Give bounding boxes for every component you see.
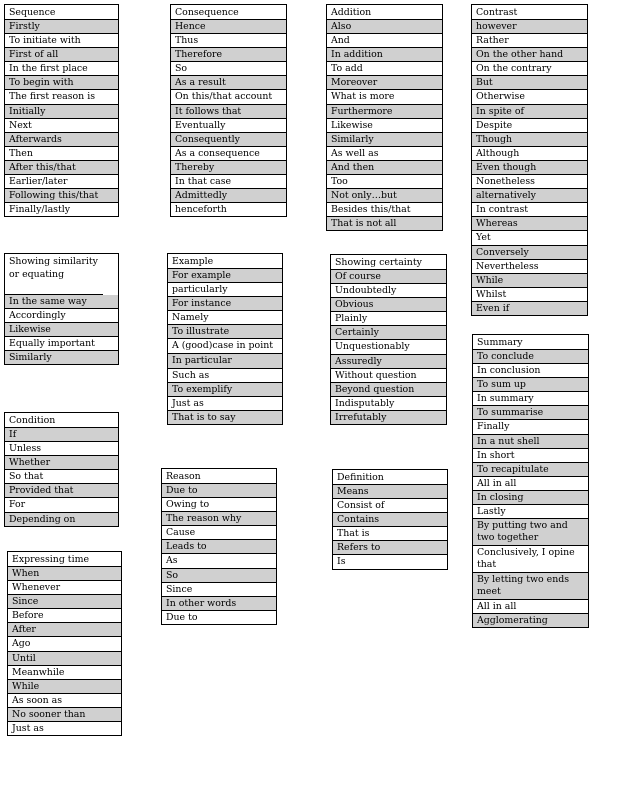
connective-item: Eventually: [171, 119, 286, 133]
connective-item: Whereas: [472, 217, 587, 231]
connective-item: Furthermore: [327, 105, 442, 119]
connective-item: Though: [472, 133, 587, 147]
connective-item: As soon as: [8, 694, 121, 708]
connective-item: In particular: [168, 354, 282, 368]
connective-item: Consist of: [333, 499, 447, 513]
connective-item: While: [8, 680, 121, 694]
connective-item: On this/that account: [171, 90, 286, 104]
connective-item: Undoubtedly: [331, 284, 446, 298]
connective-item: Consequently: [171, 133, 286, 147]
consequence-box: [170, 4, 287, 217]
addition-box: [326, 4, 443, 231]
connective-item: Certainly: [331, 326, 446, 340]
connective-item: In spite of: [472, 105, 587, 119]
connective-item: For: [5, 498, 118, 512]
connective-item: Despite: [472, 119, 587, 133]
connective-item: Meanwhile: [8, 666, 121, 680]
connective-item: Yet: [472, 231, 587, 245]
connective-item: In other words: [162, 597, 276, 611]
connective-item: Equally important: [5, 337, 118, 351]
connective-item: Ago: [8, 637, 121, 651]
connective-item: For example: [168, 269, 282, 283]
connective-item: Indisputably: [331, 397, 446, 411]
connective-item: Also: [327, 20, 442, 34]
connective-item: Therefore: [171, 48, 286, 62]
contrast-heading: Contrast: [472, 5, 587, 20]
connective-item: While: [472, 274, 587, 288]
connective-item: After this/that: [5, 161, 118, 175]
connective-item: Means: [333, 485, 447, 499]
connective-item: Besides this/that: [327, 203, 442, 217]
connective-item: In short: [473, 449, 588, 463]
connective-item: Similarly: [5, 351, 118, 364]
connective-item: Likewise: [5, 323, 118, 337]
example-heading: Example: [168, 254, 282, 269]
connective-item: Finally: [473, 420, 588, 434]
connective-item: As well as: [327, 147, 442, 161]
connective-item: In summary: [473, 392, 588, 406]
connective-item: Nevertheless: [472, 260, 587, 274]
connective-item: Even if: [472, 302, 587, 315]
connective-item: Beyond question: [331, 383, 446, 397]
connective-item: Conclusively, I opine that: [473, 546, 588, 573]
connective-item: Without question: [331, 369, 446, 383]
connective-item: But: [472, 76, 587, 90]
connective-item: For instance: [168, 297, 282, 311]
connective-item: Whilst: [472, 288, 587, 302]
connective-item: Leads to: [162, 540, 276, 554]
connective-item: Since: [8, 595, 121, 609]
connective-item: To illustrate: [168, 325, 282, 339]
connective-item: To summarise: [473, 406, 588, 420]
connective-item: Following this/that: [5, 189, 118, 203]
connective-item: Just as: [12, 723, 44, 735]
connective-item: Similarly: [327, 133, 442, 147]
connective-item: As: [162, 554, 276, 568]
connective-item: Of course: [331, 270, 446, 284]
connective-item: particularly: [168, 283, 282, 297]
connective-item: Although: [472, 147, 587, 161]
connective-item: After: [8, 623, 121, 637]
connective-item: To recapitulate: [473, 463, 588, 477]
connective-item: To begin with: [5, 76, 118, 90]
connective-item: No sooner than: [8, 708, 121, 722]
connective-item: So that: [5, 470, 118, 484]
connective-item: Lastly: [473, 505, 588, 519]
connective-item: To conclude: [473, 350, 588, 364]
contrast-box: [471, 4, 588, 316]
connective-item: Irrefutably: [331, 411, 446, 424]
connective-item: In addition: [327, 48, 442, 62]
definition-box: [332, 469, 448, 570]
connective-item: That is to say: [168, 411, 282, 424]
addition-heading: Addition: [327, 5, 442, 20]
connective-item: All in all: [473, 477, 588, 491]
connective-item: Likewise: [327, 119, 442, 133]
connective-item: And: [327, 34, 442, 48]
connective-item: A (good)case in point: [168, 339, 282, 354]
connective-item: Refers to: [333, 541, 447, 555]
connective-item: Otherwise: [472, 90, 587, 104]
connective-item: In that case: [171, 175, 286, 189]
connective-item: Is: [337, 556, 346, 568]
connective-item: Contains: [333, 513, 447, 527]
connective-item: Whether: [5, 456, 118, 470]
connective-item: henceforth: [175, 204, 227, 216]
connective-item: In closing: [473, 491, 588, 505]
connective-item: To add: [327, 62, 442, 76]
connective-item: alternatively: [472, 189, 587, 203]
connective-item: Afterwards: [5, 133, 118, 147]
connective-item: The first reason is: [5, 90, 118, 104]
similarity-box: [4, 253, 119, 365]
reason-heading: Reason: [162, 469, 276, 484]
sequence-heading: Sequence: [5, 5, 118, 20]
connective-item: Since: [162, 583, 276, 597]
connective-item: That is: [333, 527, 447, 541]
connective-item: In the first place: [5, 62, 118, 76]
connective-item: Due to: [162, 484, 276, 498]
connective-item: Rather: [472, 34, 587, 48]
definition-heading: Definition: [333, 470, 447, 485]
connective-item: Before: [8, 609, 121, 623]
connective-item: Just as: [168, 397, 282, 411]
connective-item: Owing to: [162, 498, 276, 512]
connective-item: Finally/lastly: [9, 204, 71, 216]
connective-item: When: [8, 567, 121, 581]
connective-item: It follows that: [171, 105, 286, 119]
connective-item: Admittedly: [171, 189, 286, 203]
connective-item: All in all: [473, 600, 588, 614]
connective-item: Depending on: [5, 513, 118, 526]
connective-item: As a result: [171, 76, 286, 90]
connective-item: Earlier/later: [5, 175, 118, 189]
connective-item: And then: [327, 161, 442, 175]
connective-item: Obvious: [331, 298, 446, 312]
connective-item: Accordingly: [5, 309, 118, 323]
connective-item: Namely: [168, 311, 282, 325]
connective-item: First of all: [5, 48, 118, 62]
connective-item: So: [162, 569, 276, 583]
connective-item: Until: [8, 652, 121, 666]
time-heading: Expressing time: [8, 552, 121, 567]
connective-item: Conversely: [472, 246, 587, 260]
connective-item: In contrast: [472, 203, 587, 217]
time-box: [7, 551, 122, 736]
reason-box: [161, 468, 277, 625]
connective-item: however: [472, 20, 587, 34]
connective-item: Not only…but: [327, 189, 442, 203]
connective-item: Plainly: [331, 312, 446, 326]
connective-item: Initially: [5, 105, 118, 119]
connective-item: As a consequence: [171, 147, 286, 161]
connective-item: Next: [5, 119, 118, 133]
connective-item: If: [5, 428, 118, 442]
connective-item: In a nut shell: [473, 435, 588, 449]
connective-item: Assuredly: [331, 355, 446, 369]
connective-item: To initiate with: [5, 34, 118, 48]
summary-box: [472, 334, 589, 628]
connective-item: In the same way: [5, 295, 118, 309]
connective-item: Thereby: [171, 161, 286, 175]
connective-item: Too: [327, 175, 442, 189]
connective-item: On the other hand: [472, 48, 587, 62]
connective-item: Then: [5, 147, 118, 161]
consequence-heading: Consequence: [171, 5, 286, 20]
connective-item: Such as: [168, 369, 282, 383]
connective-item: Hence: [171, 20, 286, 34]
connective-item: In conclusion: [473, 364, 588, 378]
condition-heading: Condition: [5, 413, 118, 428]
condition-box: [4, 412, 119, 527]
connective-item: Moreover: [327, 76, 442, 90]
certainty-heading: Showing certainty: [331, 255, 446, 270]
connective-item: By letting two ends meet: [473, 573, 588, 600]
connective-item: Nonetheless: [472, 175, 587, 189]
connective-item: By putting two and two together: [473, 519, 588, 546]
connective-item: Unquestionably: [331, 340, 446, 354]
example-box: [167, 253, 283, 425]
connective-item: To exemplify: [168, 383, 282, 397]
connective-item: Agglomerating: [473, 614, 588, 627]
connective-item: Thus: [171, 34, 286, 48]
connective-item: Due to: [166, 611, 198, 623]
connective-item: Firstly: [5, 20, 118, 34]
connective-item: Cause: [162, 526, 276, 540]
connective-item: That is not all: [327, 217, 442, 230]
sequence-box: [4, 4, 119, 217]
connective-item: Unless: [5, 442, 118, 456]
connective-item: On the contrary: [472, 62, 587, 76]
connective-item: Whenever: [8, 581, 121, 595]
similarity-heading: Showing similarity or equating: [5, 254, 103, 295]
connective-item: To sum up: [473, 378, 588, 392]
connective-item: What is more: [327, 90, 442, 104]
connective-item: Even though: [472, 161, 587, 175]
summary-heading: Summary: [473, 335, 588, 350]
connective-item: The reason why: [162, 512, 276, 526]
connective-item: Provided that: [5, 484, 118, 498]
connective-item: So: [171, 62, 286, 76]
certainty-box: [330, 254, 447, 425]
